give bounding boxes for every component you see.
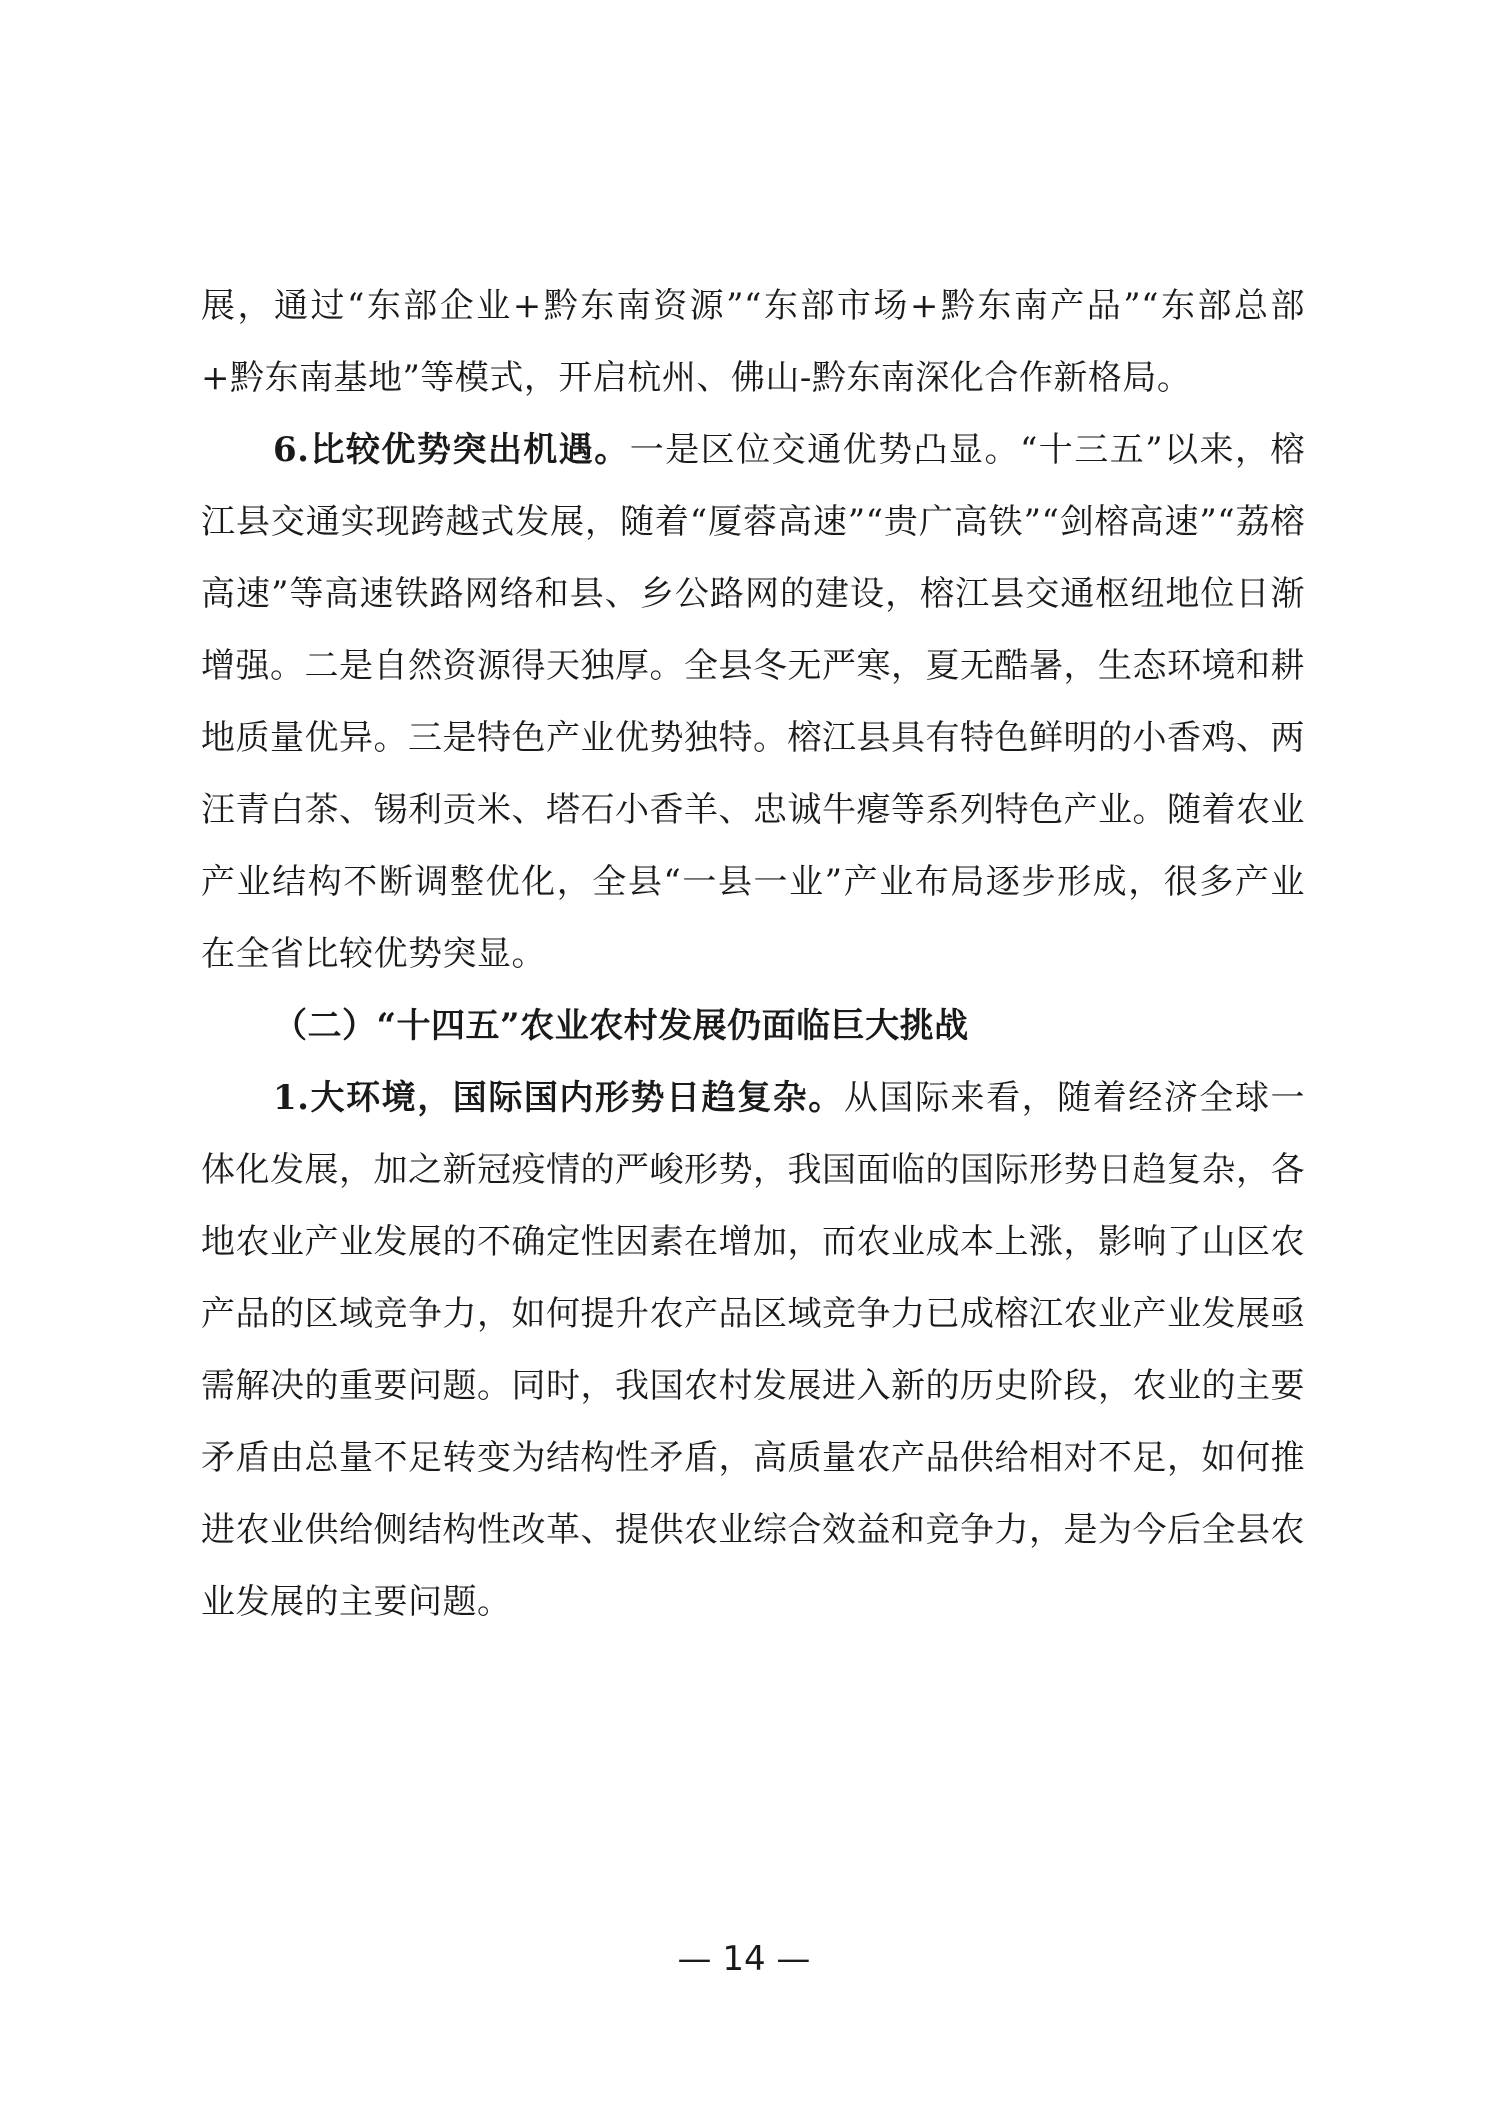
paragraph-text: 一是区位交通优势凸显。“十三五”以来，榕江县交通实现跨越式发展，随着“厦蓉高速”“贵广高铁”“剑榕高速”“荔榕高速”等高速铁路网络和县、乡公路网的建设，榕江县交通枢纽地位日渐增强。二是自然资源得天独厚。全县冬无严寒，夏无酷暑，生态环境和耕地质量优异。三是特色产业优势独特。榕江县具有特色鲜明的小香鸡、两汪青白茶、锡利贡米、塔石小香羊、忠诚牛瘪等系列特色产业。随着农业产业结构不断调整优化，全县“一县一业”产业布局逐步形成，很多产业在全省比较优势突显。	[201, 430, 1305, 974]
paragraph-comparative-advantage	[201, 414, 1305, 990]
paragraph-lead: 1.大环境，国际国内形势日趋复杂。	[273, 1078, 844, 1118]
document-body	[201, 270, 1305, 1638]
paragraph-continuation	[201, 270, 1305, 414]
paragraph-macro-environment	[201, 1062, 1305, 1638]
paragraph-text: 展，通过“东部企业+黔东南资源”“东部市场+黔东南产品”“东部总部+黔东南基地”等模式，开启杭州、佛山-黔东南深化合作新格局。	[201, 286, 1305, 398]
page-number: — 14 —	[677, 1939, 811, 1979]
paragraph-lead: 6.比较优势突出机遇。	[273, 430, 630, 470]
paragraph-text: 从国际来看，随着经济全球一体化发展，加之新冠疫情的严峻形势，我国面临的国际形势日趋复杂，各地农业产业发展的不确定性因素在增加，而农业成本上涨，影响了山区农产品的区域竞争力，如何提升农产品区域竞争力已成榕江农业产业发展亟需解决的重要问题。同时，我国农村发展进入新的历史阶段，农业的主要矛盾由总量不足转变为结构性矛盾，高质量农产品供给相对不足，如何推进农业供给侧结构性改革、提供农业综合效益和竞争力，是为今后全县农业发展的主要问题。	[201, 1078, 1306, 1622]
section-heading: （二）“十四五”农业农村发展仍面临巨大挑战	[273, 1006, 969, 1046]
